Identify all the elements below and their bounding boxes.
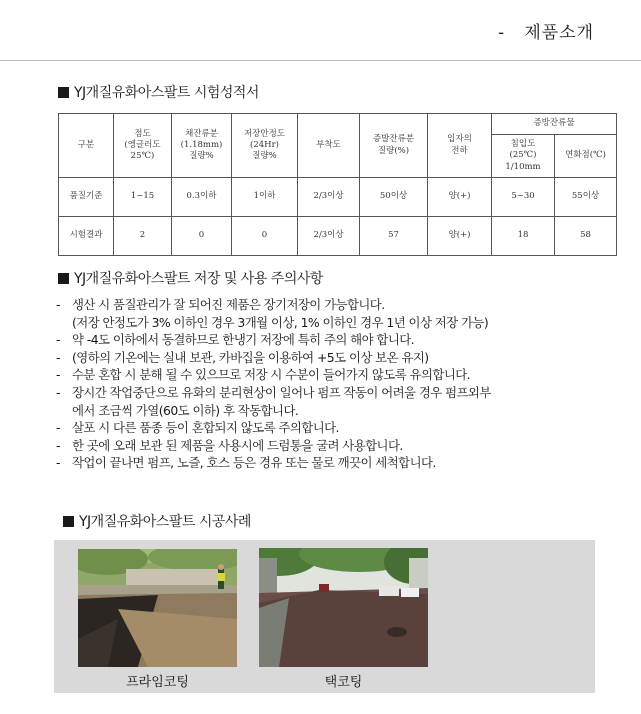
header-category: 구분 xyxy=(59,114,114,178)
table-row xyxy=(59,178,617,217)
prime-coating-photo xyxy=(78,549,237,667)
note-text: 약 -4도 이하에서 동결하므로 한냉기 저장에 특히 주의 해야 합니다. xyxy=(72,332,415,348)
table-cell: 양(+) xyxy=(428,217,492,256)
table-cell: 2/3이상 xyxy=(298,178,360,217)
note-text: 살포 시 다른 품종 등이 혼합되지 않도록 주의합니다. xyxy=(72,420,339,436)
note-text: (영하의 기온에는 실내 보관, 카바집을 이용하여 +5도 이상 보온 유지) xyxy=(72,349,429,365)
section-storage-title: YJ개질유화아스팔트 저장 및 사용 주의사항 xyxy=(74,271,323,287)
list-item: - 생산 시 품질관리가 잘 되어진 제품은 장기저장이 가능합니다. (저장 안정도가 3% 이하인 경우 3개월 이상, 1% 이하인 경우 1년 이상 저장 가능) xyxy=(56,297,489,330)
header-sieve: 채잔류분 (1.18mm) 질량% xyxy=(172,114,232,178)
table-cell: 2/3이상 xyxy=(298,217,360,256)
header-adhesion: 부착도 xyxy=(298,114,360,178)
table-cell: 양(+) xyxy=(428,178,492,217)
table-cell: 18 xyxy=(492,217,555,256)
table-cell: 50이상 xyxy=(360,178,428,217)
section-test-report xyxy=(58,82,259,102)
list-item: - 약 -4도 이하에서 동결하므로 한냉기 저장에 특히 주의 해야 합니다. xyxy=(56,332,415,348)
header-softening: 연화점(℃) xyxy=(555,135,617,178)
table-row xyxy=(59,217,617,256)
header-penetration: 침입도 (25℃) 1/10mm xyxy=(492,135,555,178)
table-cell: 1이하 xyxy=(232,178,298,217)
prime-coating-image xyxy=(78,549,237,667)
table-cell: 5~30 xyxy=(492,178,555,217)
list-item: - 살포 시 다른 품종 등이 혼합되지 않도록 주의합니다. xyxy=(56,420,339,436)
note-text: 작업이 끝나면 펌프, 노즐, 호스 등은 경유 또는 물로 깨끗이 세척합니다. xyxy=(72,455,436,471)
section-storage xyxy=(58,268,323,288)
page-title: - 제품소개 xyxy=(498,23,595,43)
tack-coating-photo xyxy=(259,548,428,667)
note-text: 장시간 작업중단으로 유화의 분리현상이 일어나 펌프 작동이 어려울 경우 펌프외부 에서 조금씩 가열(60도 이하) 후 작동합니다. xyxy=(72,384,491,418)
header-divider xyxy=(0,60,641,61)
table-cell: 2 xyxy=(114,217,172,256)
table-cell: 0.3이하 xyxy=(172,178,232,217)
list-item: - 작업이 끝나면 펌프, 노즐, 호스 등은 경유 또는 물로 깨끗이 세척합니다. xyxy=(56,455,436,471)
table-cell: 57 xyxy=(360,217,428,256)
header-viscosity: 점도 (엥글러도 25℃) xyxy=(114,114,172,178)
header-particle-charge: 입자의 전하 xyxy=(428,114,492,178)
bullet-square-icon xyxy=(58,87,69,98)
section-cases-title: YJ개질유화아스팔트 시공사례 xyxy=(79,514,251,530)
list-item: - (영하의 기온에는 실내 보관, 카바집을 이용하여 +5도 이상 보온 유지) xyxy=(56,349,429,365)
header-evap-group: 증방잔류물 xyxy=(492,114,617,135)
row-label: 시험결과 xyxy=(59,217,114,256)
header-evap-residue: 증발잔류분 질량(%) xyxy=(360,114,428,178)
tack-coating-caption: 택코팅 xyxy=(324,675,363,690)
header-storage-stability: 저장안정도 (24Hr) 질량% xyxy=(232,114,298,178)
table-cell: 55이상 xyxy=(555,178,617,217)
list-item: - 한 곳에 오래 보관 된 제품을 사용시에 드럼통을 굴려 사용합니다. xyxy=(56,437,403,453)
table-header-row xyxy=(59,114,617,135)
storage-notes-list xyxy=(56,296,616,472)
list-item: - 수분 혼합 시 분해 될 수 있으므로 저장 시 수분이 들어가지 않도록 유의합니다. xyxy=(56,367,471,383)
prime-coating-caption: 프라임코팅 xyxy=(126,675,189,690)
table-cell: 58 xyxy=(555,217,617,256)
note-text: 한 곳에 오래 보관 된 제품을 사용시에 드럼통을 굴려 사용합니다. xyxy=(72,437,403,453)
tack-coating-image xyxy=(259,548,428,667)
bullet-square-icon xyxy=(63,516,74,527)
section-cases xyxy=(63,511,251,531)
table-cell: 0 xyxy=(232,217,298,256)
note-text: 생산 시 품질관리가 잘 되어진 제품은 장기저장이 가능합니다. (저장 안정도가 3% 이하인 경우 3개월 이상, 1% 이하인 경우 1년 이상 저장 가능) xyxy=(72,297,489,330)
test-report-table xyxy=(58,113,617,256)
row-label: 품질기준 xyxy=(59,178,114,217)
table-cell: 0 xyxy=(172,217,232,256)
section-test-report-title: YJ개질유화아스팔트 시험성적서 xyxy=(74,85,259,101)
table-cell: 1~15 xyxy=(114,178,172,217)
note-text: 수분 혼합 시 분해 될 수 있으므로 저장 시 수분이 들어가지 않도록 유의합니다. xyxy=(72,367,471,383)
bullet-square-icon xyxy=(58,273,69,284)
list-item: - 장시간 작업중단으로 유화의 분리현상이 일어나 펌프 작동이 어려울 경우 펌프외부 에서 조금씩 가열(60도 이하) 후 작동합니다. xyxy=(56,384,491,418)
